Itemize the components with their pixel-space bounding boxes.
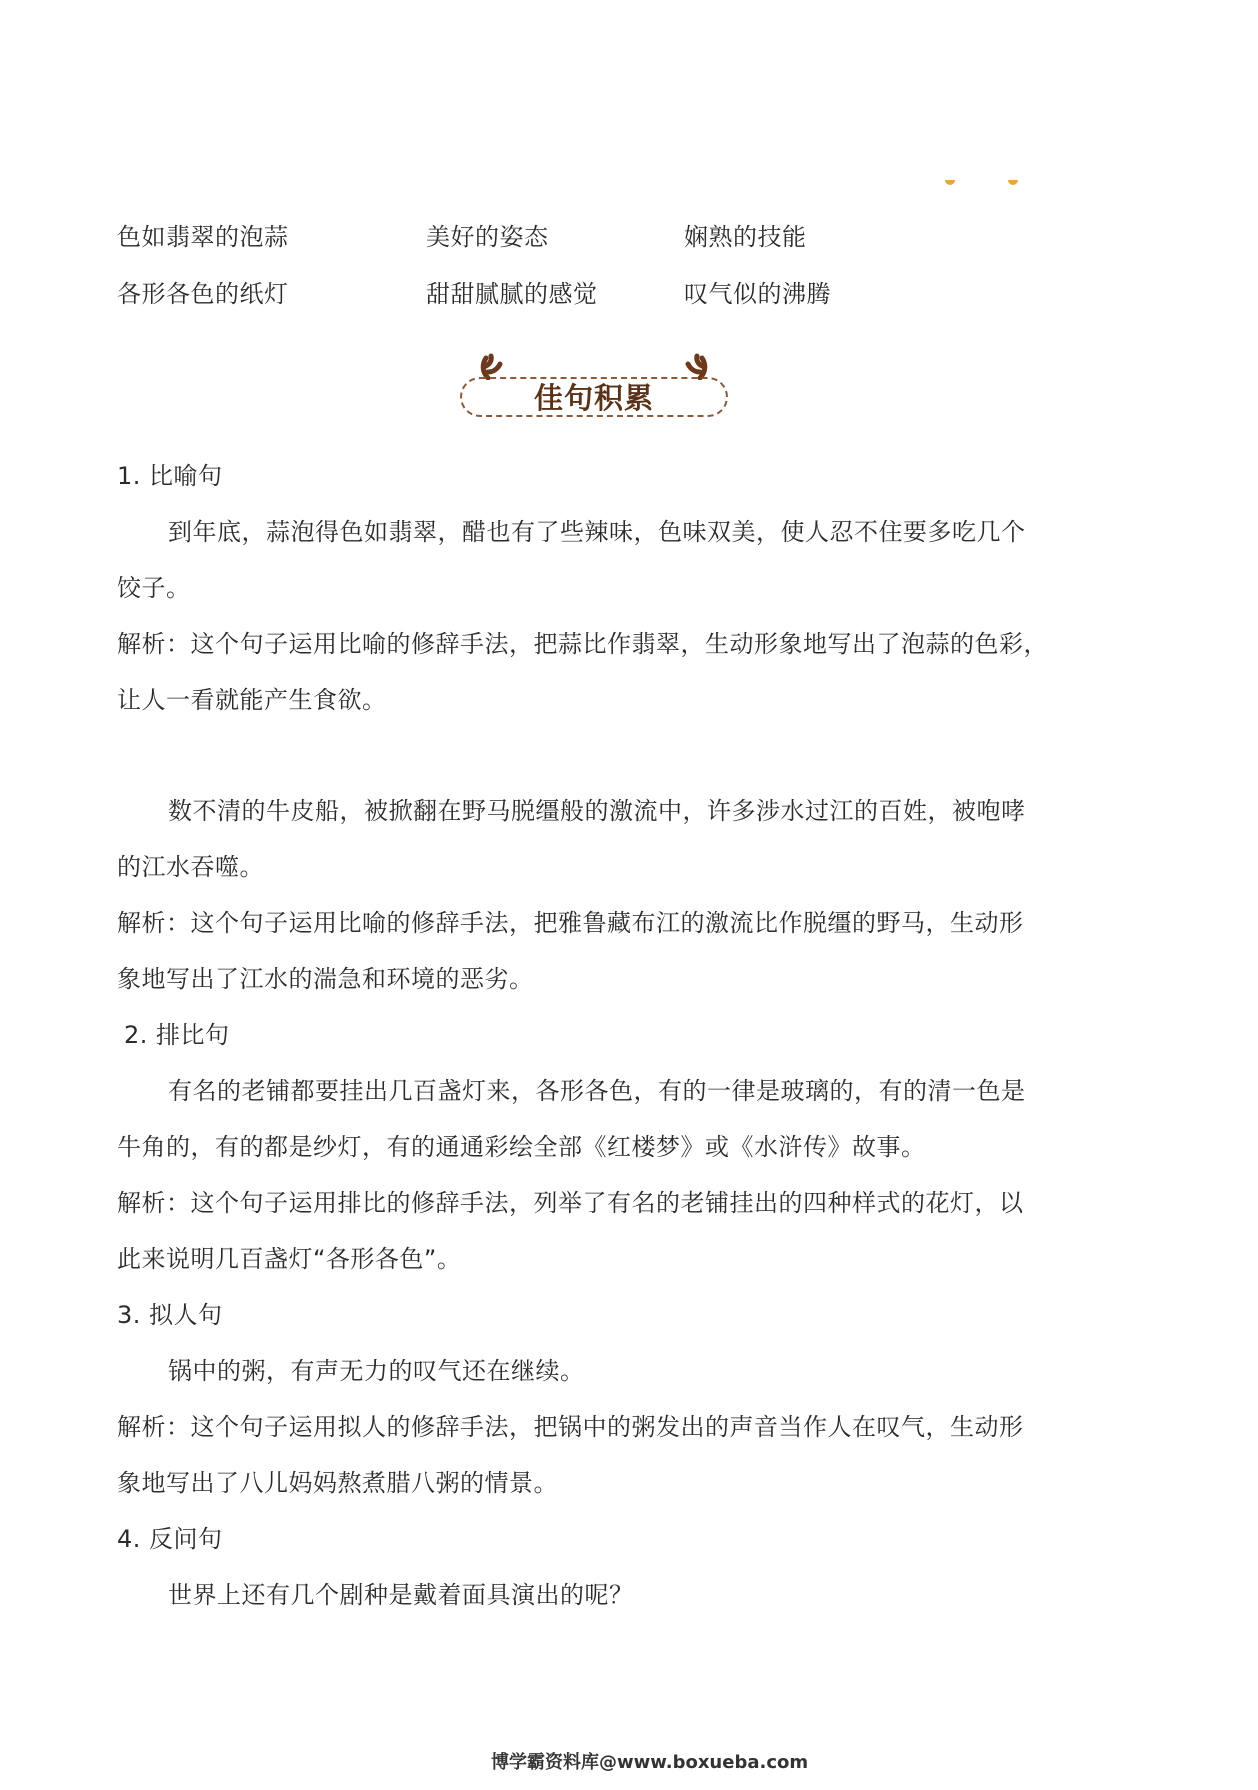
decoration-dot-left (945, 180, 955, 185)
antler-ornament-left (478, 352, 508, 380)
item-heading: 4. 反问句 (117, 1525, 223, 1553)
item-heading: 3. 拟人句 (117, 1301, 223, 1329)
phrase-item: 色如翡翠的泡蒜 (117, 223, 289, 251)
item-heading: 1. 比喻句 (117, 462, 223, 490)
sentence-line: 世界上还有几个剧种是戴着面具演出的呢？ (168, 1581, 634, 1609)
item-heading: 2. 排比句 (124, 1021, 230, 1049)
antler-ornament-right (680, 352, 710, 380)
footer-watermark: 博学霸资料库@www.boxueba.com (491, 1752, 809, 1773)
phrase-item: 甜甜腻腻的感觉 (426, 280, 598, 308)
sentence-line: 的江水吞噬。 (117, 853, 264, 881)
phrase-item: 美好的姿态 (426, 223, 549, 251)
sentence-line: 有名的老铺都要挂出几百盏灯来，各形各色，有的一律是玻璃的，有的清一色是 (168, 1077, 1026, 1105)
sentence-line: 数不清的牛皮船，被掀翻在野马脱缰般的激流中，许多涉水过江的百姓，被咆哮 (168, 797, 1026, 825)
phrase-item: 叹气似的沸腾 (684, 280, 831, 308)
sentence-line: 到年底，蒜泡得色如翡翠，醋也有了些辣味，色味双美，使人忍不住要多吃几个 (168, 518, 1026, 546)
decoration-dot-right (1008, 180, 1018, 185)
analysis-line: 让人一看就能产生食欲。 (117, 686, 387, 714)
phrase-item: 娴熟的技能 (684, 223, 807, 251)
section-title: 佳句积累 (533, 381, 654, 415)
analysis-line: 象地写出了江水的湍急和环境的恶劣。 (117, 965, 534, 993)
sentence-line: 牛角的，有的都是纱灯，有的通通彩绘全部《红楼梦》或《水浒传》故事。 (117, 1133, 926, 1161)
sentence-line: 饺子。 (117, 574, 191, 602)
analysis-line: 象地写出了八儿妈妈熬煮腊八粥的情景。 (117, 1469, 558, 1497)
analysis-line: 此来说明几百盏灯“各形各色”。 (117, 1245, 462, 1273)
analysis-line: 解析：这个句子运用比喻的修辞手法，把蒜比作翡翠，生动形象地写出了泡蒜的色彩， (117, 630, 1048, 658)
sentence-line: 锅中的粥，有声无力的叹气还在继续。 (168, 1357, 585, 1385)
phrase-item: 各形各色的纸灯 (117, 280, 289, 308)
analysis-line: 解析：这个句子运用拟人的修辞手法，把锅中的粥发出的声音当作人在叹气，生动形 (117, 1413, 1024, 1441)
analysis-line: 解析：这个句子运用比喻的修辞手法，把雅鲁藏布江的激流比作脱缰的野马，生动形 (117, 909, 1024, 937)
analysis-line: 解析：这个句子运用排比的修辞手法，列举了有名的老铺挂出的四种样式的花灯，以 (117, 1189, 1024, 1217)
